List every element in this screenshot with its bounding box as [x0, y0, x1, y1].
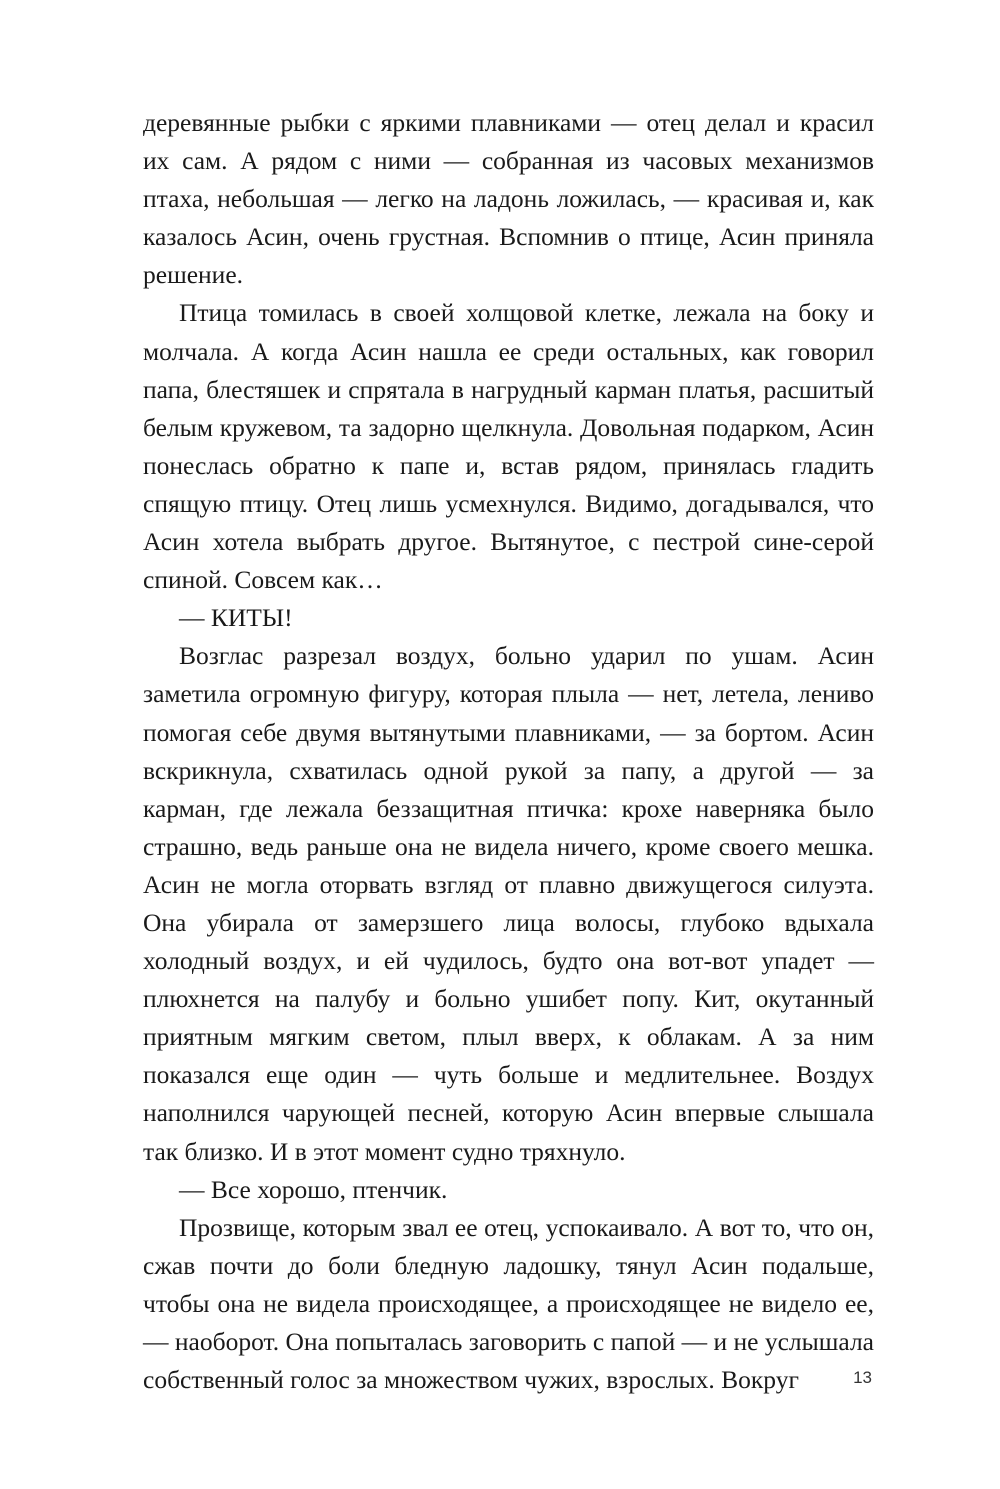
paragraph: — КИТЫ! [179, 603, 293, 633]
paragraph: Прозвище, которым звал ее отец, успокаивало. А вот то, что он, сжав почти до боли бледную ладошку, тянул Асин подальше, чтобы она не видела происходящее, а происходящее не видело ее, — наоборот. Она попыталась заговорить с папой — и не услышала собственный голос за множеством чужих, взрослых. Вокруг [143, 1212, 874, 1395]
paragraph: Птица томилась в своей холщовой клетке, лежала на боку и молчала. А когда Асин нашла ее среди остальных, как говорил папа, блестяшек и спрятала в нагрудный карман платья, расшитый белым кружевом, та задорно щелкнула. Довольная подарком, Асин понеслась обратно к папе и, встав рядом, принялась гладить спящую птицу. Отец лишь усмехнулся. Видимо, догадывался, что Асин хотела выбрать другое. Вытянутое, с пестрой сине-серой спиной. Совсем как… [143, 298, 874, 595]
paragraph: Возглас разрезал воздух, больно ударил по ушам. Асин заметила огромную фигуру, которая плыла — нет, летела, лениво помогая себе двумя вытянутыми плавниками, — за бортом. Асин вскрикнула, схватилась одной рукой за папу, а другой — за карман, где лежала беззащитная птичка: крохе наверняка было страшно, ведь раньше она не видела ничего, кроме своего мешка. Асин не могла оторвать взгляд от плавно движущегося силуэта. Она убирала от замерзшего лица волосы, глубоко вдыхала холодный воздух, и ей чудилось, будто она вот-вот упадет — плюхнется на палубу и больно ушибет попу. Кит, окутанный приятным мягким светом, плыл вверх, к облакам. А за ним показался еще один — чуть больше и медлительнее. Воздух наполнился чарующей песней, которую Асин впервые слышала так близко. И в этот момент судно тряхнуло. [143, 641, 874, 1166]
paragraph: — Все хорошо, птенчик. [179, 1174, 448, 1204]
page-text [143, 104, 874, 1399]
page-number: 13 [853, 1368, 872, 1387]
paragraph: деревянные рыбки с яркими плавниками — отец делал и красил их сам. А рядом с ними — собранная из часовых механизмов птаха, небольшая — легко на ладонь ложилась, — красивая и, как казалось Асин, очень грустная. Вспомнив о птице, Асин приняла решение. [143, 108, 874, 290]
